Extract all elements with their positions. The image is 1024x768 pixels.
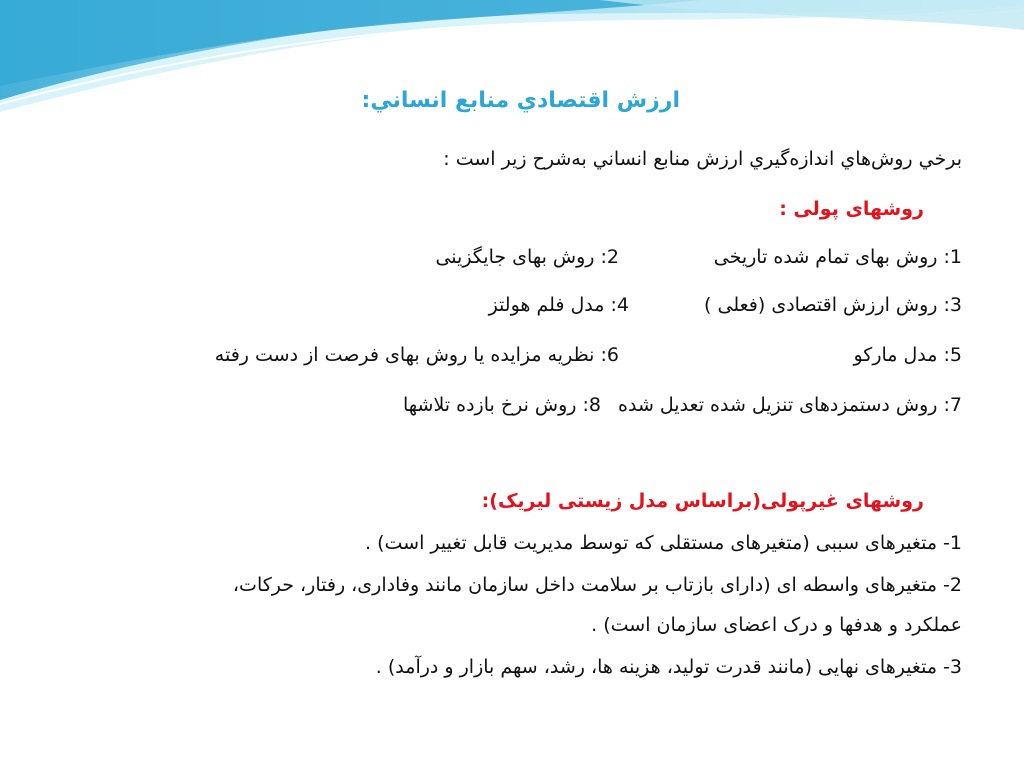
- slide-title: ارزش اقتصادي منابع انساني:: [361, 88, 680, 113]
- monetary-methods-heading: روشهای پولی :: [779, 198, 924, 220]
- nonmonetary-item-2: 2- متغیرهای واسطه ای (دارای بازتاب بر سلامت داخل سازمان مانند وفاداری، رفتار، حرکات،: [232, 574, 962, 596]
- nonmonetary-methods-heading: روشهای غیرپولی(براساس مدل زیستی لیریک):: [481, 490, 924, 512]
- method-2: 2: روش بهای جایگزینی: [435, 246, 619, 268]
- method-4: 4: مدل فلم هولتز: [488, 294, 629, 316]
- nonmonetary-item-1: 1- متغیرهای سببی (متغیرهای مستقلی که توسط مدیریت قابل تغییر است) .: [365, 532, 962, 554]
- method-6: 6: نظریه مزایده یا روش بهای فرصت از دست رفته: [214, 344, 619, 366]
- method-7: 7: روش دستمزدهای تنزیل شده تعدیل شده: [618, 394, 962, 416]
- nonmonetary-item-3: 3- متغیرهای نهایی (مانند قدرت تولید، هزینه ها، رشد، سهم بازار و درآمد) .: [375, 656, 962, 678]
- method-8: 8: روش نرخ بازده تلاشها: [403, 394, 601, 416]
- nonmonetary-item-2-continued: عملکرد و هدفها و درک اعضای سازمان است) .: [591, 614, 962, 636]
- method-3: 3: روش ارزش اقتصادی (فعلی ): [704, 294, 962, 316]
- method-1: 1: روش بهای تمام شده تاریخی: [713, 246, 962, 268]
- intro-text: برخي روش‌هاي اندازه‌گيري ارزش منابع انساني به‌شرح زير است :: [443, 148, 962, 170]
- method-5: 5: مدل مارکو: [853, 344, 962, 366]
